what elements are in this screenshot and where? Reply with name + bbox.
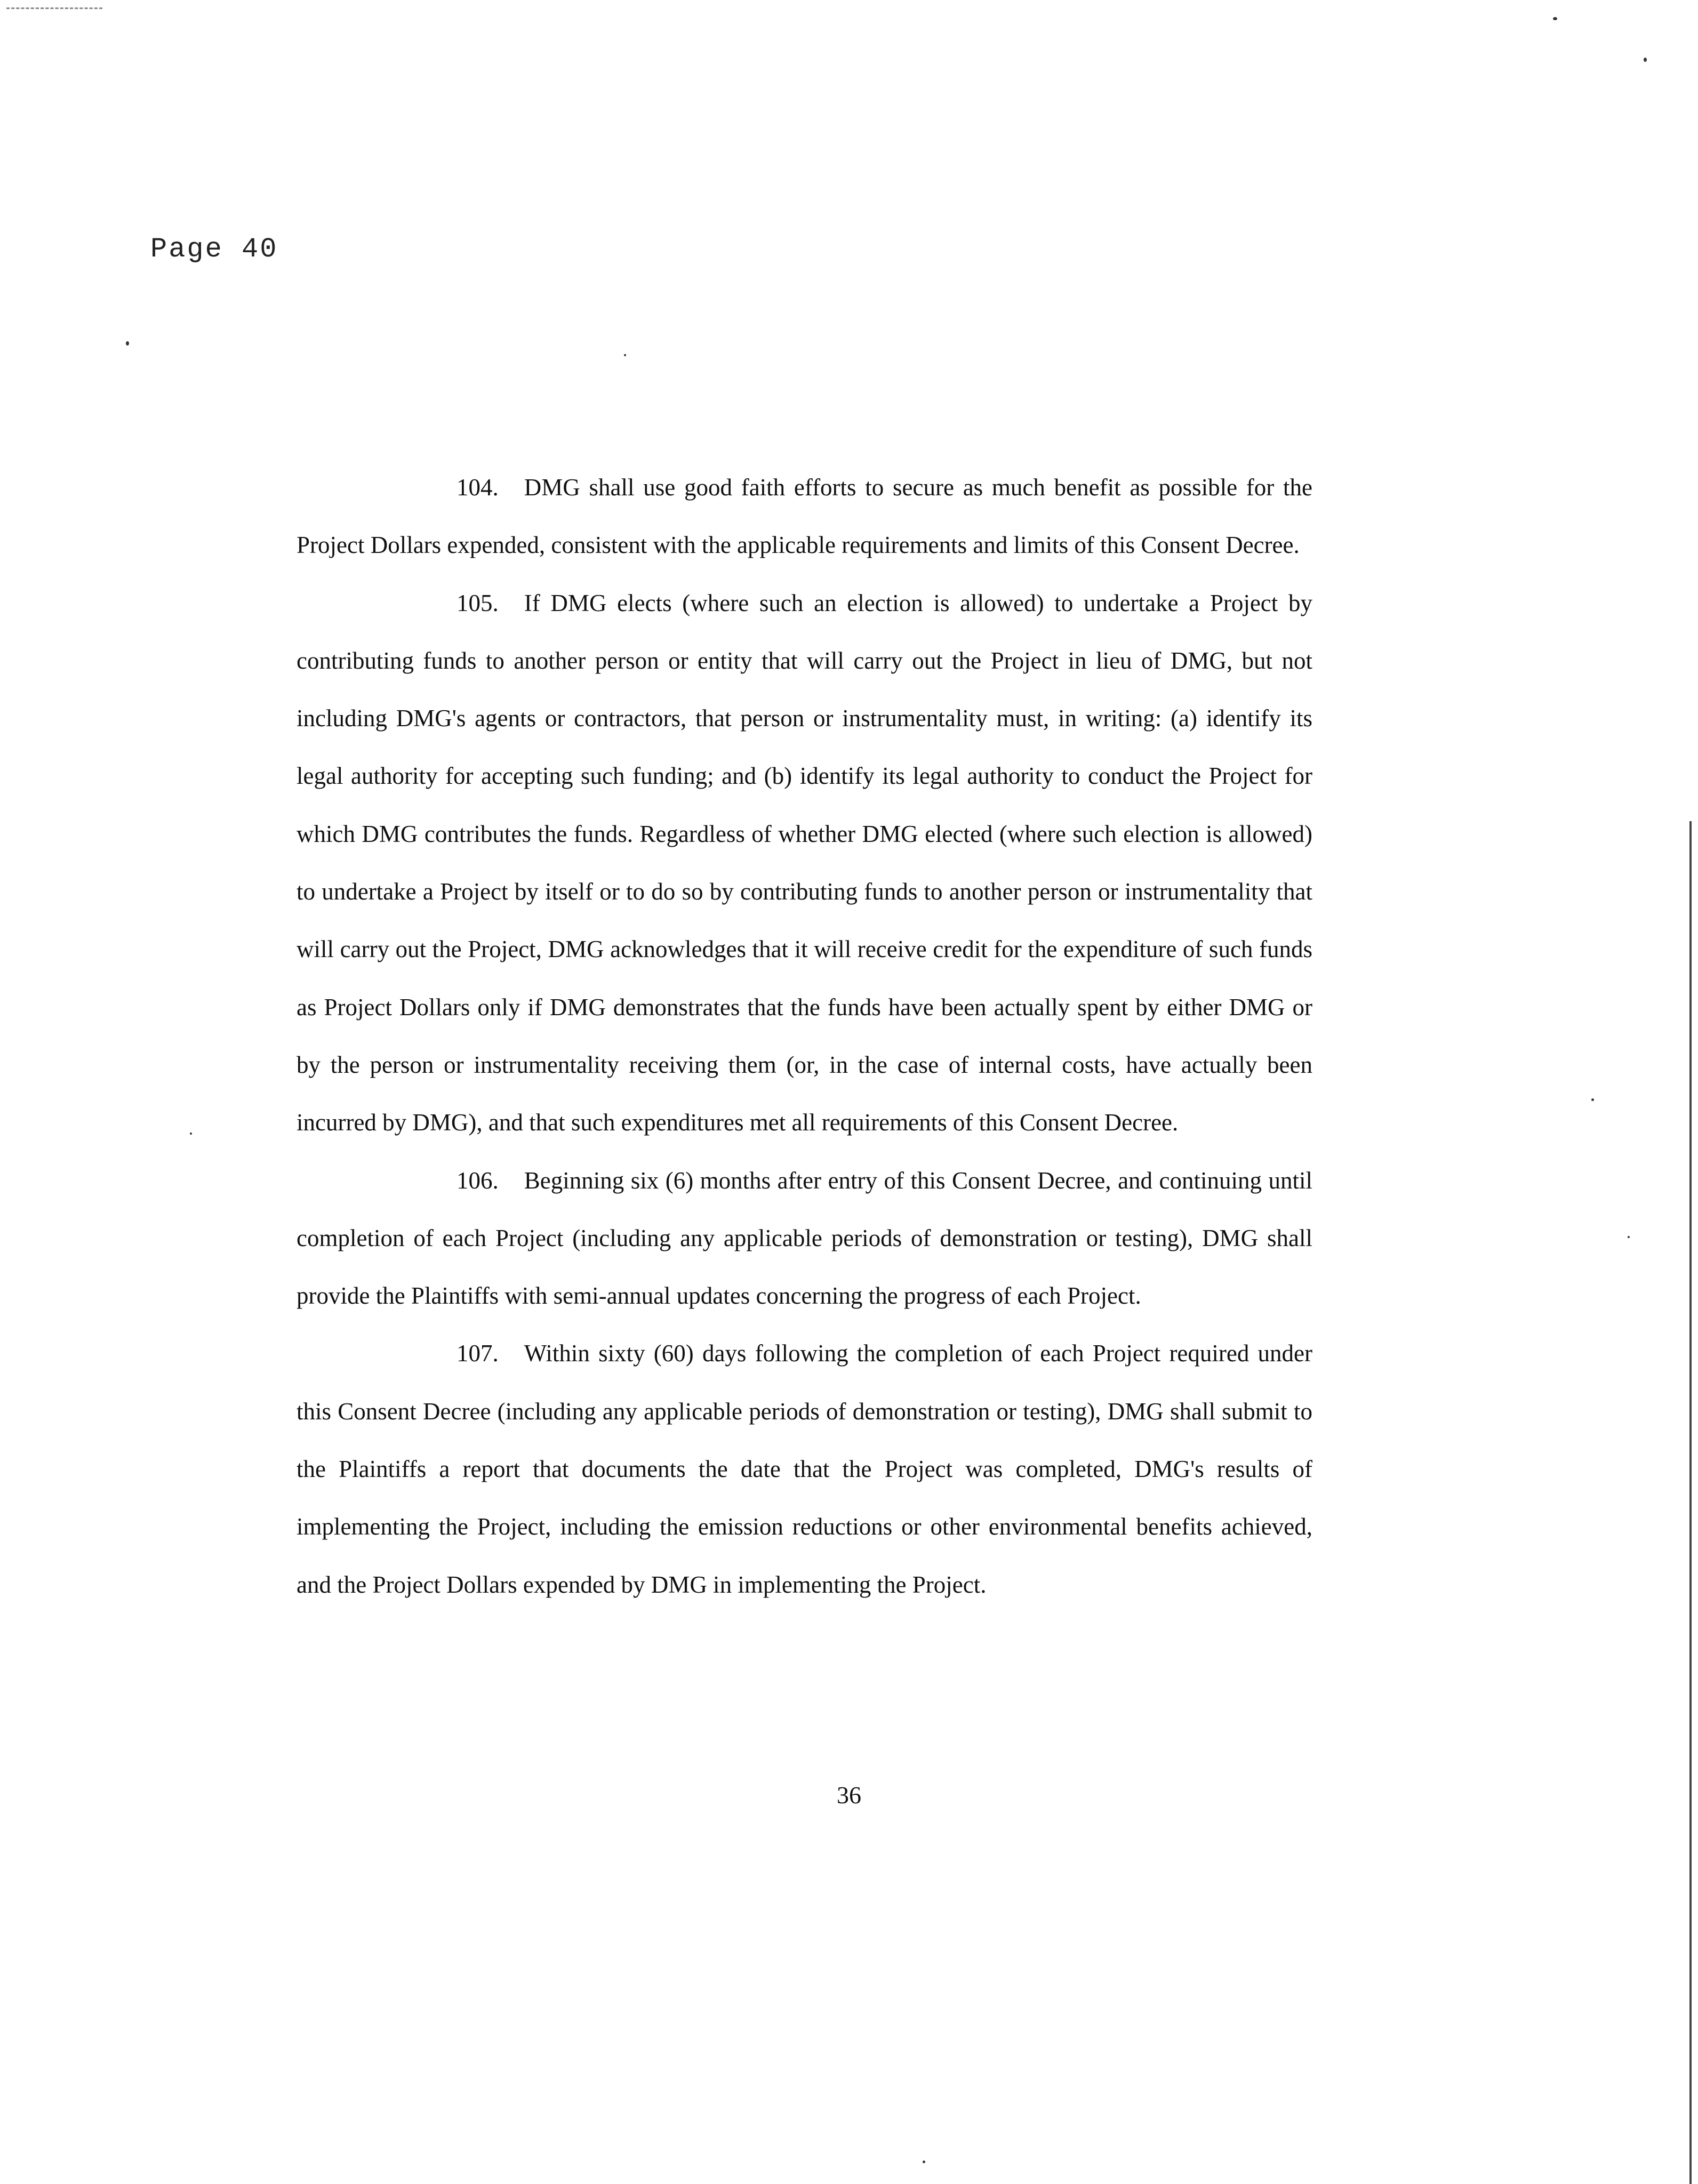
scan-speck xyxy=(126,341,129,346)
scan-speck xyxy=(1553,17,1557,20)
paragraph-number: 105. xyxy=(456,589,499,616)
paragraph-text: If DMG elects (where such an election is allowed) to undertake a Project by contributing funds to another person or entity that will carry out the Project in lieu of DMG, but not including DMG's agents or contractors, that person or instrumentality must, in writing: (a) identify its legal authority for accepting such funding; and (b) identify its legal authority to conduct the Project for which DMG contributes the funds. Regardless of whether DMG elected (where such election is allowed) to undertake a Project by itself or to do so by contributing funds to another person or instrumentality that will carry out the Project, DMG acknowledges that it will receive credit for the expenditure of such funds as Project Dollars only if DMG demonstrates that the funds have been actually spent by either DMG or by the person or instrumentality receiving them (or, in the case of internal costs, have actually been incurred by DMG), and that such expenditures met all requirements of this Consent Decree. xyxy=(297,589,1312,1136)
scan-edge-line xyxy=(1689,821,1692,2184)
paragraph-number: 107. xyxy=(456,1340,499,1367)
paragraph-105 xyxy=(297,574,1312,1152)
paragraph-number: 104. xyxy=(456,474,499,501)
scan-speck xyxy=(190,1133,192,1135)
paragraph-text: Beginning six (6) months after entry of this Consent Decree, and continuing until completion of each Project (including any applicable periods of demonstration or testing), DMG shall provide the Plaintiffs with semi-annual updates concerning the progress of each Project. xyxy=(297,1167,1312,1310)
paragraph-104 xyxy=(297,459,1312,574)
paragraph-number: 106. xyxy=(456,1167,499,1194)
scan-speck xyxy=(1628,1236,1630,1238)
paragraph-text: Within sixty (60) days following the completion of each Project required under this Consent Decree (including any applicable periods of demonstration or testing), DMG shall submit to the Plaintiffs a report that documents the date that the Project was completed, DMG's results of implementing the Project, including the emission reductions or other environmental benefits achieved, and the Project Dollars expended by DMG in implementing the Project. xyxy=(297,1340,1312,1598)
scan-speck xyxy=(1644,58,1647,62)
scan-speck xyxy=(624,354,626,356)
page-label: Page 40 xyxy=(150,234,278,265)
document-body xyxy=(297,459,1312,1613)
scan-speck xyxy=(923,2161,925,2163)
page-number: 36 xyxy=(837,1781,861,1809)
paragraph-107 xyxy=(297,1324,1312,1613)
scan-artifact-mark xyxy=(6,7,102,12)
scan-speck xyxy=(1591,1098,1594,1101)
paragraph-106 xyxy=(297,1152,1312,1325)
paragraph-text: DMG shall use good faith efforts to secure as much benefit as possible for the Project Dollars expended, consistent with the applicable requirements and limits of this Consent Decree. xyxy=(297,474,1312,559)
